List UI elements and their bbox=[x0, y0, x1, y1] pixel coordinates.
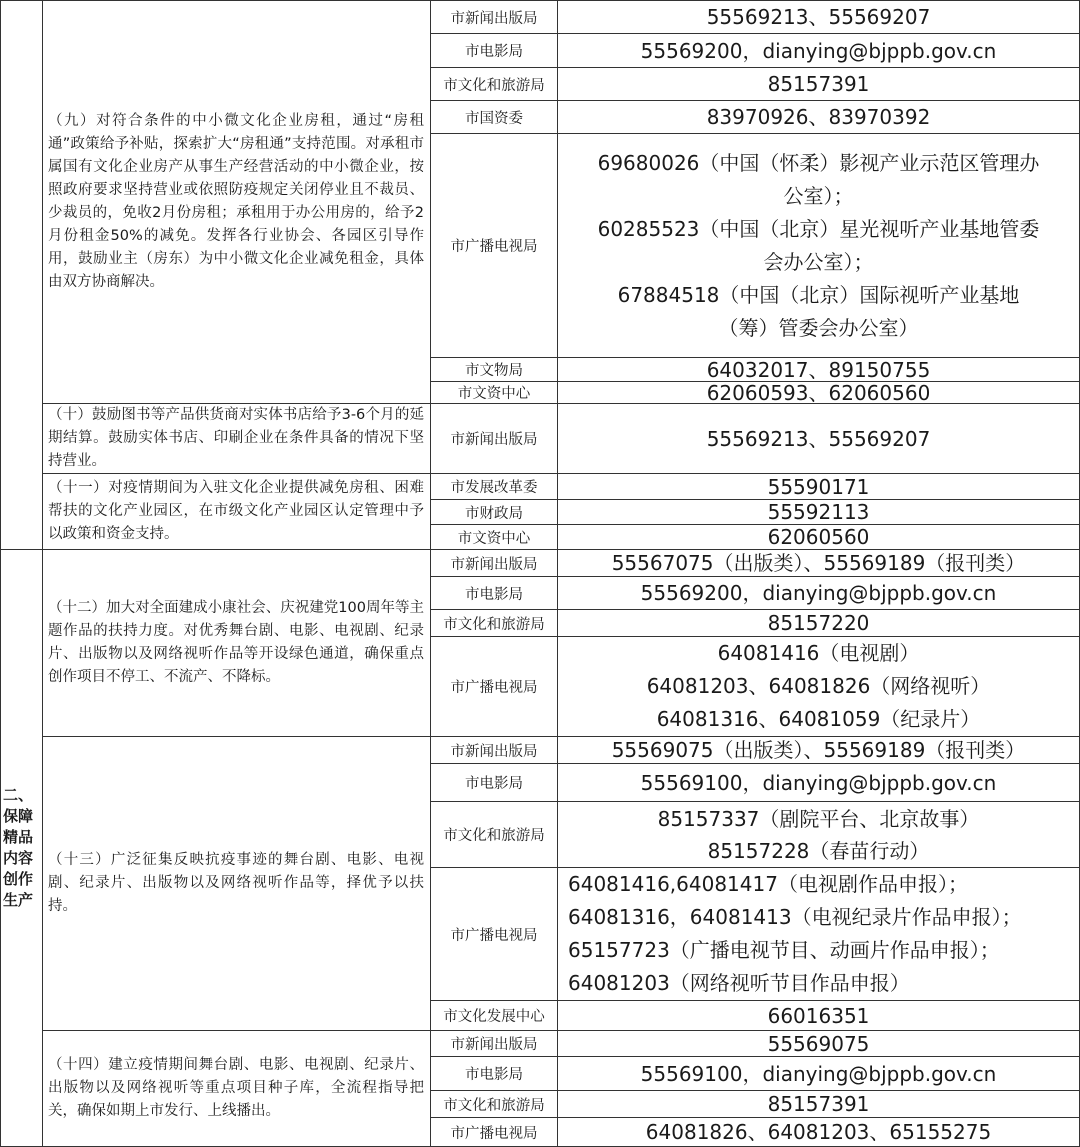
department-cell: 市文化和旅游局 bbox=[431, 68, 558, 101]
table-row bbox=[1, 474, 1080, 500]
contact-cell: 62060560 bbox=[558, 525, 1080, 550]
policy-text-14: （十四）建立疫情期间舞台剧、电影、电视剧、纪录片、出版物以及网络视听等重点项目种子库，全流程指导把关，确保如期上市发行、上线播出。 bbox=[43, 1031, 431, 1147]
department-cell: 市新闻出版局 bbox=[431, 737, 558, 764]
contact-cell: 64032017、89150755 bbox=[558, 358, 1080, 382]
department-cell: 市发展改革委 bbox=[431, 474, 558, 500]
department-cell: 市文物局 bbox=[431, 358, 558, 382]
contact-cell: 85157391 bbox=[558, 1091, 1080, 1118]
contact-cell: 85157220 bbox=[558, 610, 1080, 637]
contact-cell: 66016351 bbox=[558, 1001, 1080, 1031]
category-label: 二、保障精品内容创作生产 bbox=[1, 550, 43, 1147]
table-row bbox=[1, 737, 1080, 764]
contact-cell: 55592113 bbox=[558, 500, 1080, 525]
contact-cell: 55590171 bbox=[558, 474, 1080, 500]
contact-cell: 55567075（出版类）、55569189（报刊类） bbox=[558, 550, 1080, 577]
department-cell: 市电影局 bbox=[431, 764, 558, 802]
department-cell: 市新闻出版局 bbox=[431, 1, 558, 34]
department-cell: 市文资中心 bbox=[431, 525, 558, 550]
department-cell: 市新闻出版局 bbox=[431, 1031, 558, 1057]
contact-cell: 85157337（剧院平台、北京故事） 85157228（春苗行动） bbox=[558, 802, 1080, 868]
contact-cell: 83970926、83970392 bbox=[558, 101, 1080, 134]
department-cell: 市广播电视局 bbox=[431, 134, 558, 358]
policy-text-13: （十三）广泛征集反映抗疫事迹的舞台剧、电影、电视剧、纪录片、出版物以及网络视听作品等，择优予以扶持。 bbox=[43, 737, 431, 1031]
department-cell: 市广播电视局 bbox=[431, 637, 558, 737]
table-row bbox=[1, 404, 1080, 474]
contact-cell: 55569100，dianying@bjppb.gov.cn bbox=[558, 1057, 1080, 1091]
department-cell: 市新闻出版局 bbox=[431, 550, 558, 577]
policy-text-12: （十二）加大对全面建成小康社会、庆祝建党100周年等主题作品的扶持力度。对优秀舞台剧、电影、电视剧、纪录片、出版物以及网络视听作品等开设绿色通道，确保重点创作项目不停工、不流产、不降标。 bbox=[43, 550, 431, 737]
contact-cell: 62060593、62060560 bbox=[558, 382, 1080, 404]
table-row bbox=[1, 550, 1080, 577]
department-cell: 市国资委 bbox=[431, 101, 558, 134]
contact-cell: 64081416,64081417（电视剧作品申报）； 64081316，64081413（电视纪录片作品申报）； 65157723（广播电视节目、动画片作品申报）； 64081203（网络视听节目作品申报） bbox=[558, 868, 1080, 1001]
contact-cell: 55569100，dianying@bjppb.gov.cn bbox=[558, 764, 1080, 802]
contact-cell: 64081416（电视剧） 64081203、64081826（网络视听） 64081316、64081059（纪录片） bbox=[558, 637, 1080, 737]
policy-text-11: （十一）对疫情期间为入驻文化企业提供减免房租、困难帮扶的文化产业园区，在市级文化产业园区认定管理中予以政策和资金支持。 bbox=[43, 474, 431, 550]
department-cell: 市文化和旅游局 bbox=[431, 610, 558, 637]
department-cell: 市新闻出版局 bbox=[431, 404, 558, 474]
contact-cell: 85157391 bbox=[558, 68, 1080, 101]
category-cell-blank bbox=[1, 1, 43, 550]
policy-text-9: （九）对符合条件的中小微文化企业房租，通过“房租通”政策给予补贴，探索扩大“房租通”支持范围。对承租市属国有文化企业房产从事生产经营活动的中小微企业，按照政府要求坚持营业或依照防疫规定关闭停业且不裁员、少裁员的，免收2月份房租；承租用于办公用房的，给予2月份租金50%的减免。发挥各行业协会、各园区引导作用，鼓励业主（房东）为中小微文化企业减免租金，具体由双方协商解决。 bbox=[43, 1, 431, 404]
department-cell: 市电影局 bbox=[431, 34, 558, 68]
contact-cell: 55569075 bbox=[558, 1031, 1080, 1057]
contact-cell: 55569213、55569207 bbox=[558, 1, 1080, 34]
contact-cell: 64081826、64081203、65155275 bbox=[558, 1118, 1080, 1147]
policy-text-10: （十）鼓励图书等产品供货商对实体书店给予3-6个月的延期结算。鼓励实体书店、印刷企业在条件具备的情况下坚持营业。 bbox=[43, 404, 431, 474]
table-row bbox=[1, 1031, 1080, 1057]
contact-cell: 55569213、55569207 bbox=[558, 404, 1080, 474]
department-cell: 市广播电视局 bbox=[431, 868, 558, 1001]
department-cell: 市文资中心 bbox=[431, 382, 558, 404]
contact-cell: 55569075（出版类）、55569189（报刊类） bbox=[558, 737, 1080, 764]
department-cell: 市文化发展中心 bbox=[431, 1001, 558, 1031]
table-row bbox=[1, 1, 1080, 34]
contact-cell: 55569200，dianying@bjppb.gov.cn bbox=[558, 34, 1080, 68]
department-cell: 市文化和旅游局 bbox=[431, 1091, 558, 1118]
contact-cell: 55569200，dianying@bjppb.gov.cn bbox=[558, 577, 1080, 610]
department-cell: 市文化和旅游局 bbox=[431, 802, 558, 868]
department-cell: 市电影局 bbox=[431, 1057, 558, 1091]
department-cell: 市广播电视局 bbox=[431, 1118, 558, 1147]
contact-cell: 69680026（中国（怀柔）影视产业示范区管理办 公室）； 60285523（中国（北京）星光视听产业基地管委 会办公室）； 67884518（中国（北京）国际视听产业基地 （筹）管委会办公室） bbox=[558, 134, 1080, 358]
department-cell: 市财政局 bbox=[431, 500, 558, 525]
department-cell: 市电影局 bbox=[431, 577, 558, 610]
